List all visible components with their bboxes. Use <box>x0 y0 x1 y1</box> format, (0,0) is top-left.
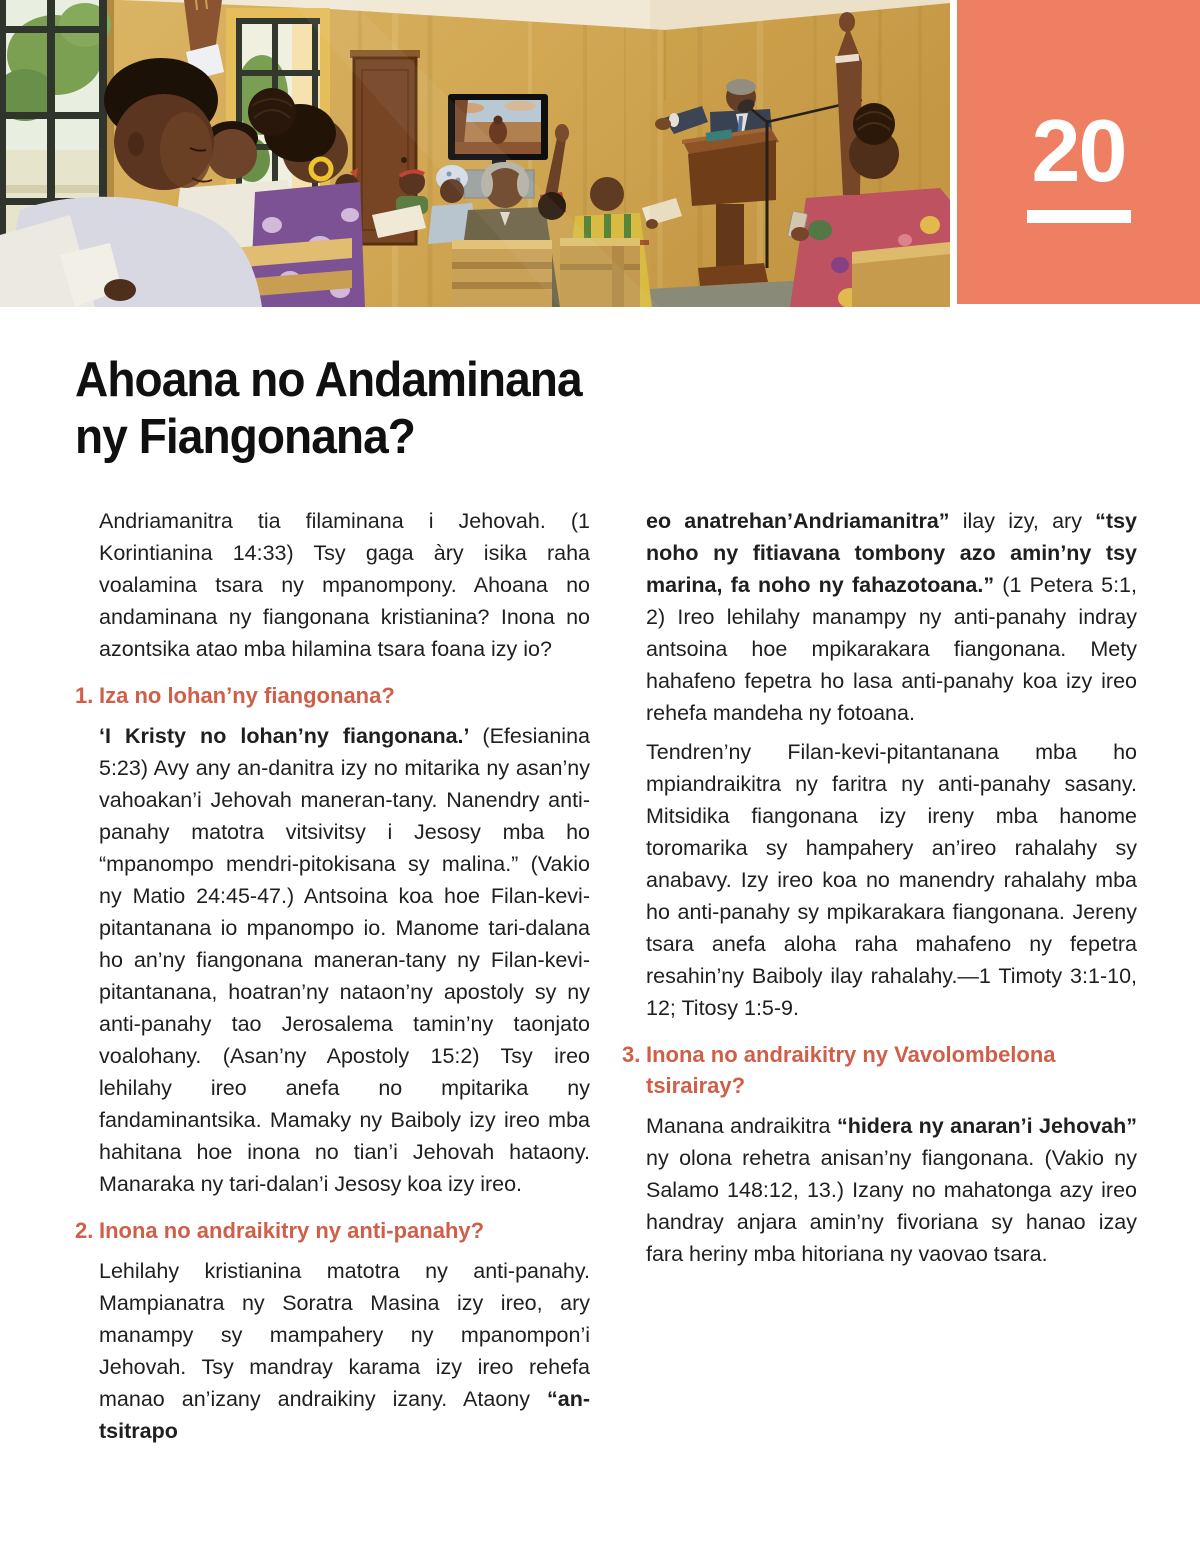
congregation-photo <box>0 0 950 307</box>
photo-warm-vignette <box>650 0 950 307</box>
question-3-text: Inona no andraikitry ny Vavolombelona tsirairay? <box>646 1042 1056 1098</box>
answer-3: Manana andraikitra “hidera ny anaran’i Jehovah” ny olona rehetra anisan’ny fiangonana. (Vakio ny Salamo 148:12, 13.) Izany no mahatonga azy ireo handray anjara amin’ny fivoriana sy hanao izay fara heriny mba hitoriana ny vaovao tsara. <box>646 1114 1137 1266</box>
article-body <box>75 505 1137 1454</box>
column-left <box>75 505 590 1454</box>
circuit-overseer-paragraph: Tendren’ny Filan-kevi-pitantanana mba ho mpiandraikitra ny faritra ny anti-panahy sasany. Mitsidika fiangonana izy ireny mba hanome toromarika sy hampahery an’ireo rahalahy sy anabavy. Izy ireo koa no manendry rahalahy mba ho anti-panahy sy mpikarakara fiangonana. Jereny tsara anefa aloha raha mahafeno ny fepetra resahin’ny Baiboly ilay rahalahy.—1 Timoty 3:1-10, 12; Titosy 1:5-9. <box>646 740 1137 1020</box>
page-number: 20 <box>1031 101 1126 200</box>
page-number-badge <box>957 0 1200 304</box>
page-number-underline <box>1027 210 1131 223</box>
answer-2-part-1: Lehilahy kristianina matotra ny anti-panahy. Mampianatra ny Soratra Masina izy ireo, ary manampy sy mampahery ny mpanompon’i Jehovah. Tsy mandray karama izy ireo rehefa manao an’izany andraikiny izany. Ataony “an-tsitrapo <box>99 1259 590 1443</box>
question-2 <box>75 1215 590 1246</box>
page-title-line-2: ny Fiangonana? <box>75 410 415 464</box>
page-title <box>75 352 582 466</box>
column-right <box>622 505 1137 1454</box>
question-1-number: 1. <box>75 683 94 708</box>
question-2-text: Inona no andraikitry ny anti-panahy? <box>99 1218 485 1243</box>
answer-1: ‘I Kristy no lohan’ny fiangonana.’ (Efesianina 5:23) Avy any an-danitra izy no mitarika ny asan’ny vahoakan’i Jehovah maneran-tany. Nanendry anti-panahy matotra vitsivitsy i Jesosy mba ho “mpanompo mendri-pitokisana sy malina.” (Vakio ny Matio 24:45-47.) Antsoina koa hoe Filan-kevi-pitantanana io mpanompo io. Manome tari-dalana ho an’ny fiangonana maneran-tany ny Filan-kevi-pitantanana, hoatran’ny nataon’ny apostoly sy ny anti-panahy tao Jerosalema tamin’ny taonjato voalohany. (Asan’ny Apostoly 15:2) Tsy ireo lehilahy ireo anefa no mpitarika ny fandaminantsika. Mamaky ny Baiboly izy ireo mba hahitana hoe inona no tian’i Jehovah hataony. Manaraka ny tari-dalan’i Jesosy koa izy ireo. <box>99 724 590 1196</box>
answer-2-part-2: eo anatrehan’Andriamanitra” ilay izy, ary “tsy noho ny fitiavana tombony azo amin’ny tsy marina, fa noho ny fahazotoana.” (1 Petera 5:1, 2) Ireo lehilahy manampy ny anti-panahy indray antsoina hoe mpikarakara fiangonana. Mety hahafeno fepetra ho lasa anti-panahy koa izy ireo rehefa mandeha ny fotoana. <box>646 509 1137 725</box>
intro-paragraph: Andriamanitra tia filaminana i Jehovah. (1 Korintianina 14:33) Tsy gaga àry isika raha voalamina tsara ny mpanompony. Ahoana no andaminana ny fiangonana kristianina? Inona no azontsika atao mba hilamina tsara foana izy io? <box>99 509 590 661</box>
question-1 <box>75 680 590 711</box>
page-title-line-1: Ahoana no Andaminana <box>75 353 582 407</box>
question-2-number: 2. <box>75 1218 94 1243</box>
question-3-number: 3. <box>622 1042 641 1067</box>
question-1-text: Iza no lohan’ny fiangonana? <box>99 683 395 708</box>
question-3 <box>622 1039 1137 1101</box>
